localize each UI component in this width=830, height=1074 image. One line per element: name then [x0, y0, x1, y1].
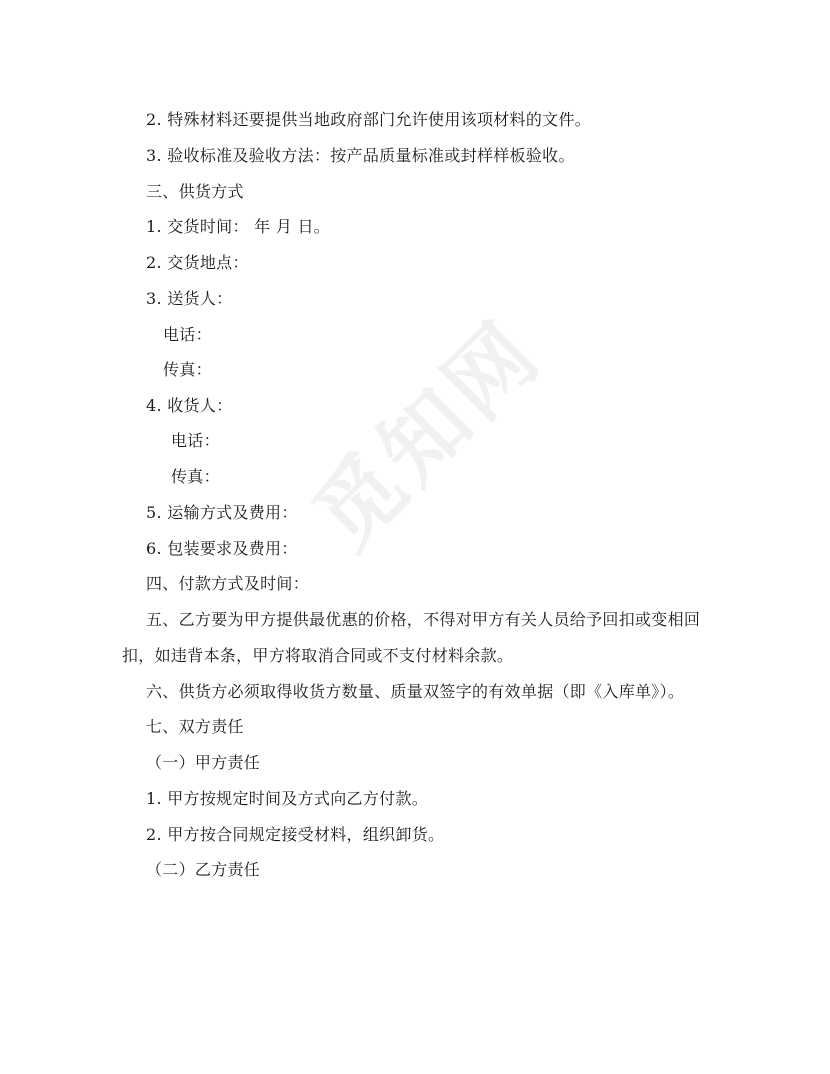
text-line-delivery-time: 1. 交货时间： 年 月 日。 — [146, 217, 331, 236]
text-line-deliverer: 3. 送货人： — [146, 289, 233, 308]
watermark: 觅知网 — [295, 302, 561, 568]
text-line-receiver-fax: 传真： — [171, 467, 220, 486]
text-line-pricing: 五、乙方要为甲方提供最优惠的价格，不得对甲方有关人员给予回扣或变相回 — [146, 610, 701, 629]
text-line-party-a-1: 1. 甲方按规定时间及方式向乙方付款。 — [146, 789, 429, 808]
section-heading-supply: 三、供货方式 — [146, 182, 244, 201]
text-line-pricing-cont: 扣，如违背本条，甲方将取消合同或不支付材料余款。 — [122, 646, 514, 665]
text-line-deliverer-phone: 电话： — [163, 325, 212, 344]
text-line-transport: 5. 运输方式及费用： — [146, 503, 298, 522]
text-line-receiver: 4. 收货人： — [146, 396, 233, 415]
text-line-special-materials: 2. 特殊材料还要提供当地政府部门允许使用该项材料的文件。 — [146, 110, 592, 129]
text-line-receiver-phone: 电话： — [171, 431, 220, 450]
subheading-party-b: （二）乙方责任 — [146, 860, 261, 879]
text-line-delivery-place: 2. 交货地点： — [146, 253, 249, 272]
text-line-deliverer-fax: 传真： — [163, 360, 212, 379]
section-heading-payment: 四、付款方式及时间： — [146, 574, 310, 593]
text-line-party-a-2: 2. 甲方按合同规定接受材料，组织卸货。 — [146, 825, 445, 844]
text-line-acceptance: 3. 验收标准及验收方法：按产品质量标准或封样样板验收。 — [146, 146, 575, 165]
text-line-receipt: 六、供货方必须取得收货方数量、质量双签字的有效单据（即《入库单》）。 — [146, 682, 685, 701]
subheading-party-a: （一）甲方责任 — [146, 753, 261, 772]
text-line-packaging: 6. 包装要求及费用： — [146, 539, 298, 558]
section-heading-duties: 七、双方责任 — [146, 717, 244, 736]
